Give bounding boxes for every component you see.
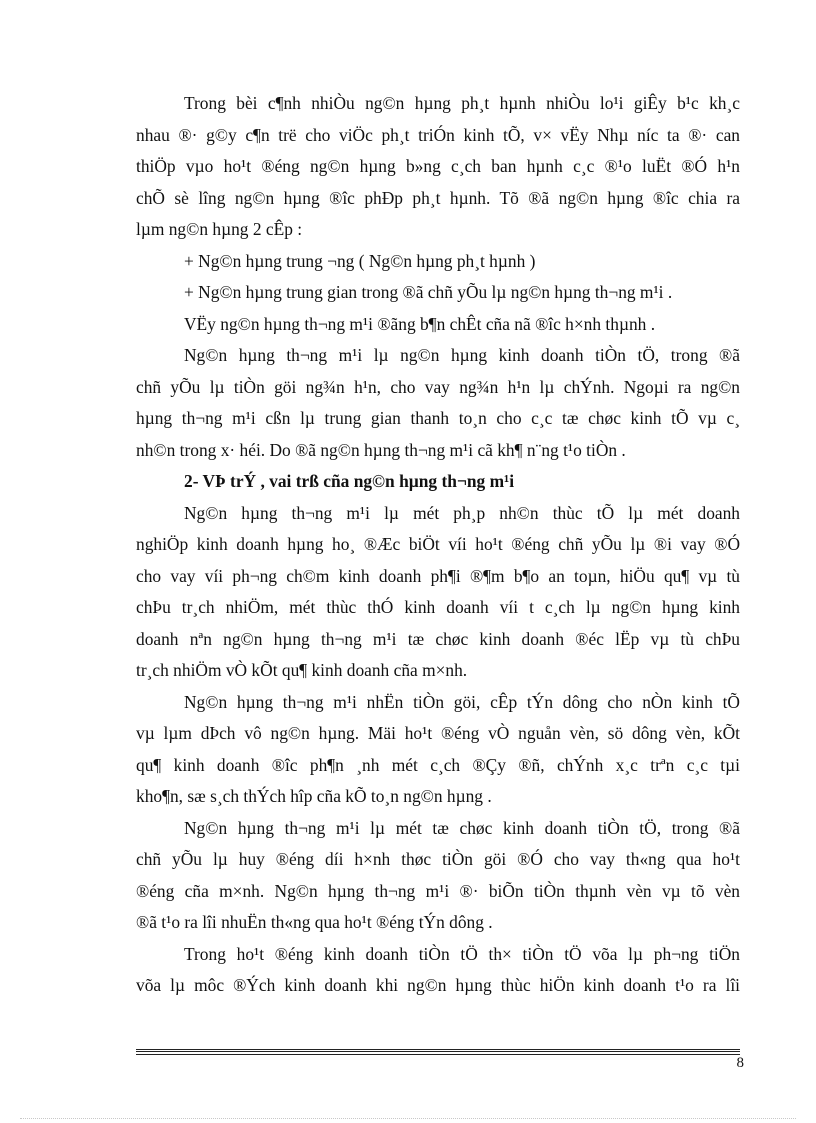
section-heading: 2- VÞ trÝ , vai trß cña ng©n hµng th¬ng m¹i (184, 471, 515, 491)
text-line: kho¶n, sæ s¸ch thÝch hîp cña kÕ to¸n ng©n hµng . (136, 786, 492, 806)
text-line: Trong bèi c¶nh nhiÒu ng©n hµng ph¸t hµnh nhiÒu lo¹i giÊy b¹c kh¸c (184, 93, 740, 113)
text-line: nhau ®· g©y c¶n trë cho viÖc ph¸t triÓn kinh tÕ, v× vËy Nhµ níc ta ®· can (136, 124, 740, 145)
text-line: thiÖp vµo ho¹t ®éng ng©n hµng b»ng c¸ch ban hµnh c¸c ®¹o luËt ®Ó h¹n (136, 156, 740, 176)
text-line: Ng©n hµng th¬ng m¹i nhËn tiÒn göi, cÊp tÝn dông cho nÒn kinh tÕ (184, 691, 740, 712)
text-line: vµ lµm dÞch vô ng©n hµng. Mäi ho¹t ®éng vÒ nguån vèn, sö dông vèn, kÕt (136, 723, 740, 743)
text-line: chÞu tr¸ch nhiÖm, mét thùc thÓ kinh doanh víi t c¸ch lµ ng©n hµng kinh (136, 597, 740, 617)
list-item: + Ng©n hµng trung gian trong ®ã chñ yÕu lµ ng©n hµng th¬ng m¹i . (184, 282, 673, 302)
text-line: VËy ng©n hµng th¬ng m¹i ®ãng b¶n chÊt cña nã ®îc h×nh thµnh . (184, 313, 656, 334)
text-line: chñ yÕu lµ huy ®éng díi h×nh thøc tiÒn göi ®Ó cho vay th«ng qua ho¹t (136, 849, 740, 869)
text-line: nh©n trong x· héi. Do ®ã ng©n hµng th¬ng m¹i cã kh¶ n¨ng t¹o tiÒn . (136, 439, 626, 460)
list-item: + Ng©n hµng trung ¬ng ( Ng©n hµng ph¸t hµnh ) (184, 250, 536, 271)
footer-rule (136, 1049, 740, 1055)
text-line: võa lµ môc ®Ých kinh doanh khi ng©n hµng thùc hiÖn kinh doanh t¹o ra lîi (136, 975, 740, 995)
text-line: nghiÖp kinh doanh hµng ho¸ ®Æc biÖt víi ho¹t ®éng chñ yÕu lµ ®i vay ®Ó (136, 534, 740, 554)
page-number: 8 (736, 1055, 744, 1071)
text-line: doanh nªn ng©n hµng th¬ng m¹i tæ chøc kinh doanh ®éc lËp vµ tù chÞu (136, 628, 740, 649)
text-line: Ng©n hµng th¬ng m¹i lµ mét tæ chøc kinh doanh tiÒn tÖ, trong ®ã (184, 817, 740, 838)
text-line: hµng th¬ng m¹i cßn lµ trung gian thanh to¸n cho c¸c tæ chøc kinh tÕ vµ c¸ (136, 408, 740, 428)
text-line: lµm ng©n hµng 2 cÊp : (136, 219, 303, 239)
text-line: Trong ho¹t ®éng kinh doanh tiÒn tÖ th× tiÒn tÖ võa lµ ph¬ng tiÖn (184, 943, 740, 964)
text-line: chÕ sè lîng ng©n hµng ®îc phÐp ph¸t hµnh. Tõ ®ã ng©n hµng ®îc chia ra (136, 187, 740, 208)
text-line: tr¸ch nhiÖm vÒ kÕt qu¶ kinh doanh cña m×nh. (136, 660, 468, 680)
text-line: qu¶ kinh doanh ®îc ph¶n ¸nh mét c¸ch ®Çy ®ñ, chÝnh x¸c trªn c¸c tµi (136, 754, 740, 775)
text-line: ®ã t¹o ra lîi nhuËn th«ng qua ho¹t ®éng tÝn dông . (136, 912, 493, 932)
text-line: cho vay víi ph¬ng ch©m kinh doanh ph¶i ®¶m b¶o an toµn, hiÖu qu¶ vµ tù (136, 565, 740, 586)
text-line: ®éng cña m×nh. Ng©n hµng th¬ng m¹i ®· biÕn tiÒn thµnh vèn vµ tõ vèn (136, 880, 740, 901)
page-edge-divider (20, 1118, 796, 1120)
text-line: chñ yÕu lµ tiÒn göi ng¾n h¹n, cho vay ng¾n h¹n lµ chÝnh. Ngoµi ra ng©n (136, 376, 740, 397)
text-line: Ng©n hµng th¬ng m¹i lµ ng©n hµng kinh doanh tiÒn tÖ, trong ®ã (184, 345, 740, 365)
text-line: Ng©n hµng th¬ng m¹i lµ mét ph¸p nh©n thùc tÕ lµ mét doanh (184, 502, 740, 523)
body-text (136, 88, 740, 1002)
